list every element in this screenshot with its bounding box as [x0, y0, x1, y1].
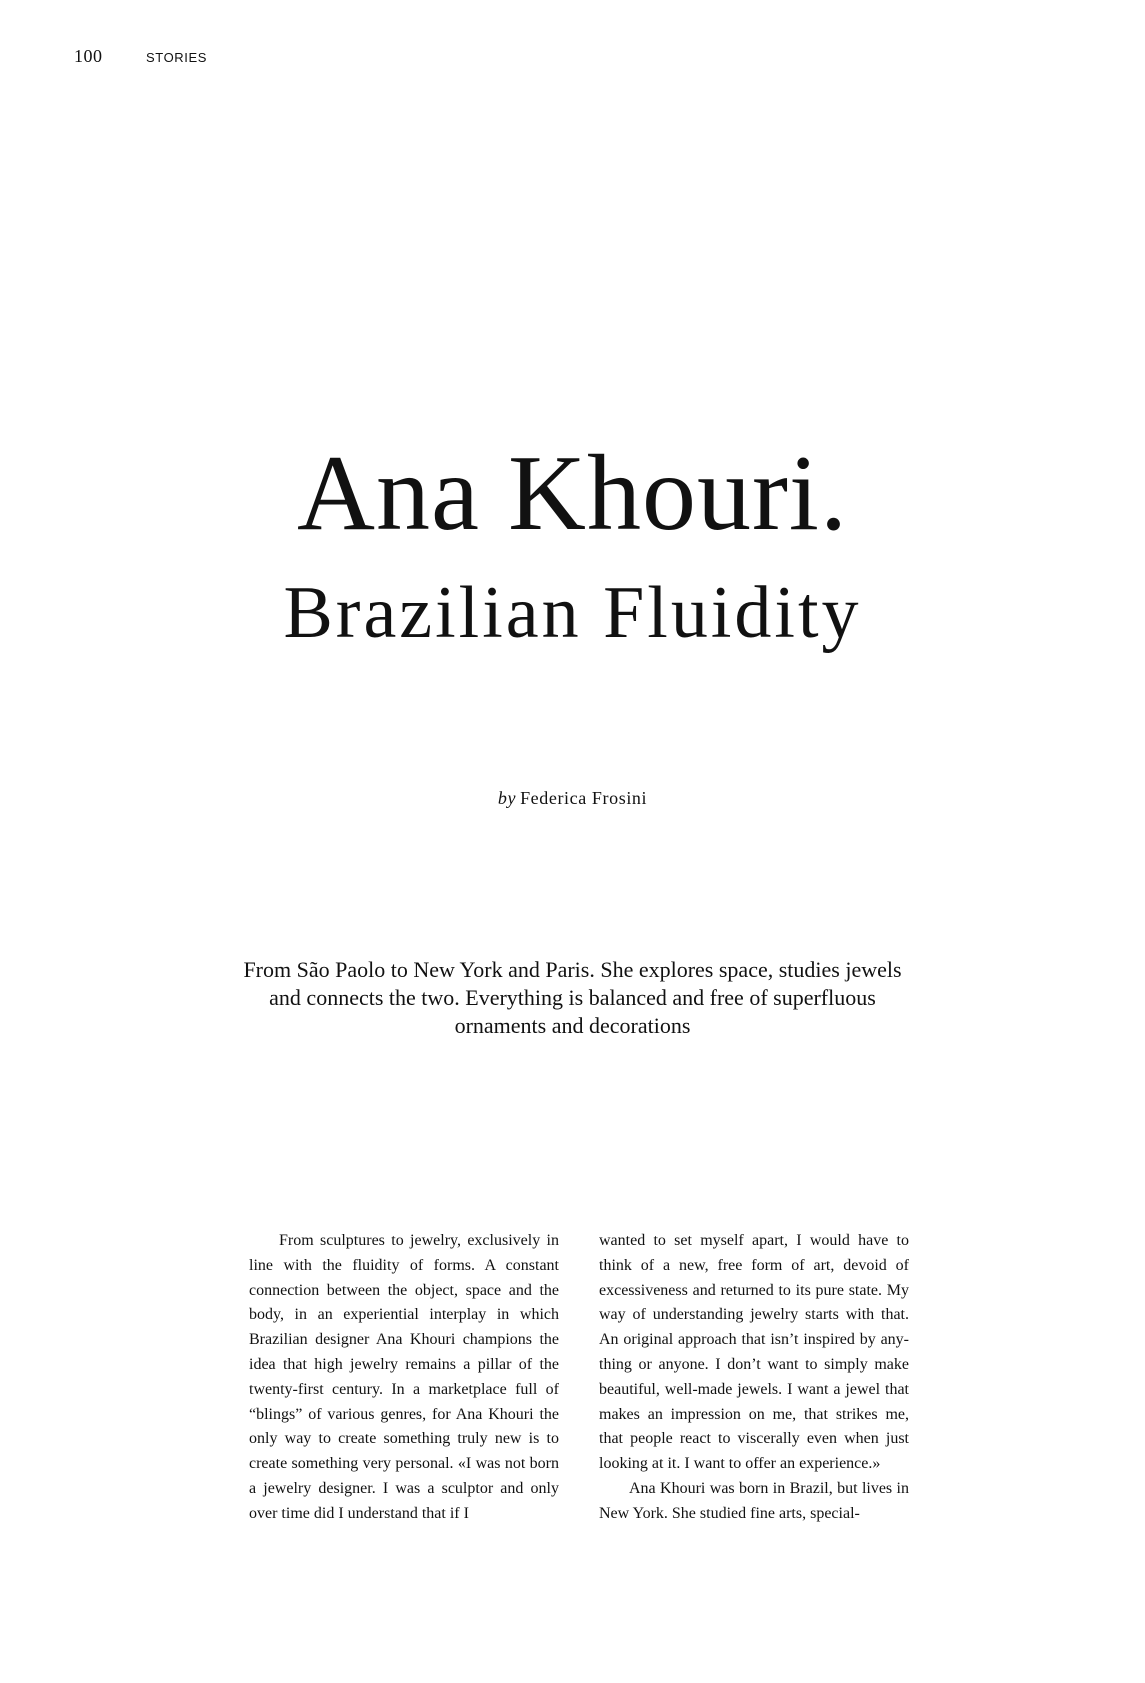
running-head: [74, 46, 207, 70]
body-column-left: [249, 1229, 559, 1527]
byline: [0, 788, 1145, 809]
byline-prefix: by: [497, 788, 517, 808]
author-name: Federica Frosini: [520, 788, 648, 808]
article-subtitle: Brazilian Fluidity: [283, 572, 862, 654]
body-paragraph: wanted to set myself apart, I would have to think of a new, free form of art, devoid of excessiveness and returned to its pure state. My way of understanding jewelry starts with that. An original approach that isn’t inspired by anything or anyone. I don’t want to simply make beautiful, well-made jewels. I want a jewel that makes an impression on me, that strikes me, that people react to viscerally even when just looking at it. I want to offer an experience.»: [599, 1232, 909, 1473]
body-column-right: [599, 1229, 909, 1527]
standfirst: From São Paolo to New York and Paris. She explores space, studies jewels and connects the two. Everything is balanced and free of superfluous ornaments and decorations: [243, 957, 902, 1038]
article-title: Ana Khouri.: [297, 434, 848, 553]
article-body: [249, 1229, 909, 1527]
body-paragraph: From sculptures to jewelry, exclusively in line with the fluidity of forms. A constant connection between the object, space and the body, in an experiential interplay in which Brazilian designer Ana Khouri champions the idea that high jewelry remains a pillar of the twenty-first century. In a marketplace full of “blings” of various genres, for Ana Khouri the only way to create something truly new is to create something very personal. «I was not born a jewelry designer. I was a sculptor and only over time did I understand that if I: [249, 1232, 559, 1522]
title-block: [0, 434, 1145, 654]
page-number: 100: [74, 46, 103, 66]
body-paragraph: Ana Khouri was born in Brazil, but lives in New York. She studied fine arts, special-: [599, 1479, 909, 1522]
section-label: STORIES: [146, 50, 208, 65]
